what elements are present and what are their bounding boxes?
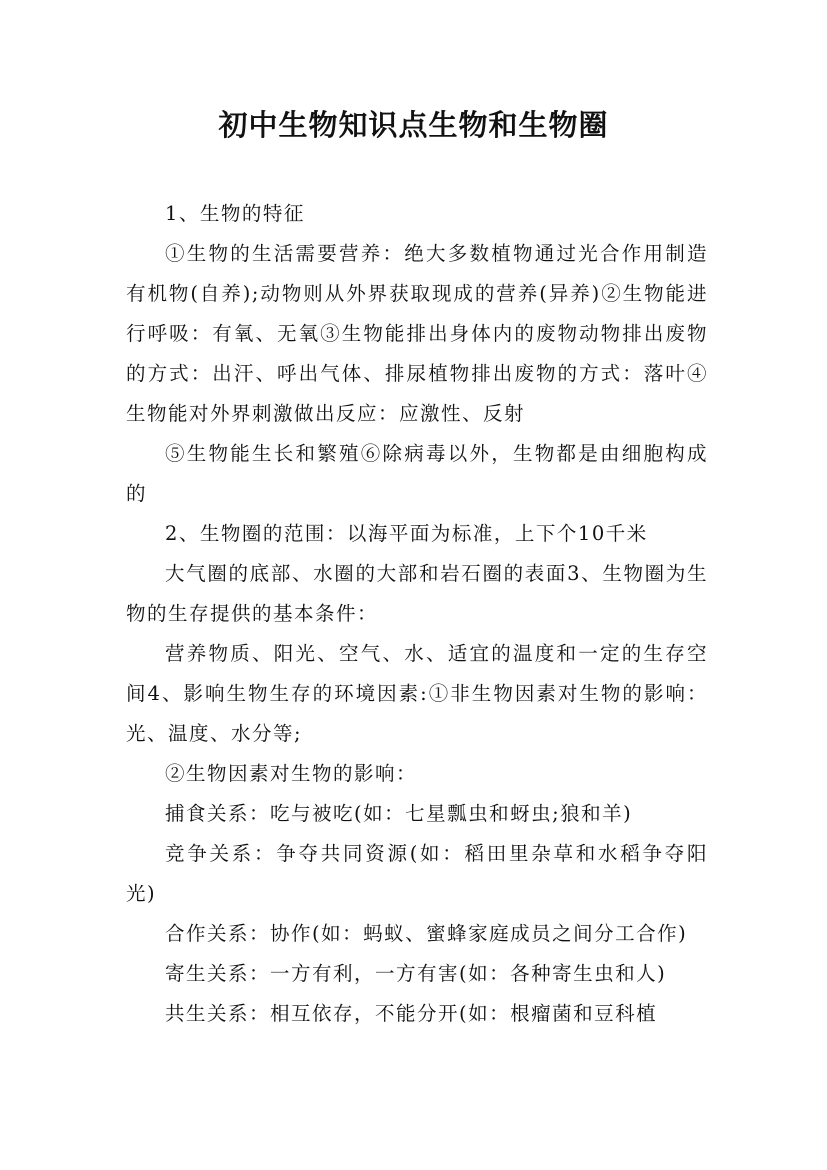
paragraph-11: 寄生关系：一方有利，一方有害(如：各种寄生虫和人) <box>165 962 667 985</box>
paragraph-9: 竞争关系：争夺共同资源(如：稻田里杂草和水稻争夺阳光) <box>126 842 708 905</box>
paragraph-2: ①生物的生活需要营养：绝大多数植物通过光合作用制造有机物(自养);动物则从外界获取现成的营养(异养)②生物能进行呼吸：有氧、无氧③生物能排出身体内的废物动物排出废物的方式：出汗、呼出气体、排尿植物排出废物的方式：落叶④生物能对外界刺激做出反应：应激性、反射 <box>126 242 708 425</box>
paragraph-6: 营养物质、阳光、空气、水、适宜的温度和一定的生存空间4、影响生物生存的环境因素:①非生物因素对生物的影响：光、温度、水分等; <box>126 642 708 745</box>
paragraph-4: 2、生物圈的范围：以海平面为标准，上下个10千米 <box>165 522 648 545</box>
paragraph-10: 合作关系：协作(如：蚂蚁、蜜蜂家庭成员之间分工合作) <box>165 922 688 945</box>
document-body <box>126 194 708 1034</box>
paragraph-7: ②生物因素对生物的影响： <box>165 762 418 785</box>
paragraph-3: ⑤生物能生长和繁殖⑥除病毒以外，生物都是由细胞构成的 <box>126 442 708 505</box>
page-title: 初中生物知识点生物和生物圈 <box>218 108 609 142</box>
paragraph-8: 捕食关系：吃与被吃(如：七星瓢虫和蚜虫;狼和羊) <box>165 802 633 825</box>
paragraph-1: 1、生物的特征 <box>165 202 305 225</box>
paragraph-12: 共生关系：相互依存，不能分开(如：根瘤菌和豆科植 <box>165 1002 658 1025</box>
paragraph-5: 大气圈的底部、水圈的大部和岩石圈的表面3、生物圈为生物的生存提供的基本条件： <box>126 562 708 625</box>
